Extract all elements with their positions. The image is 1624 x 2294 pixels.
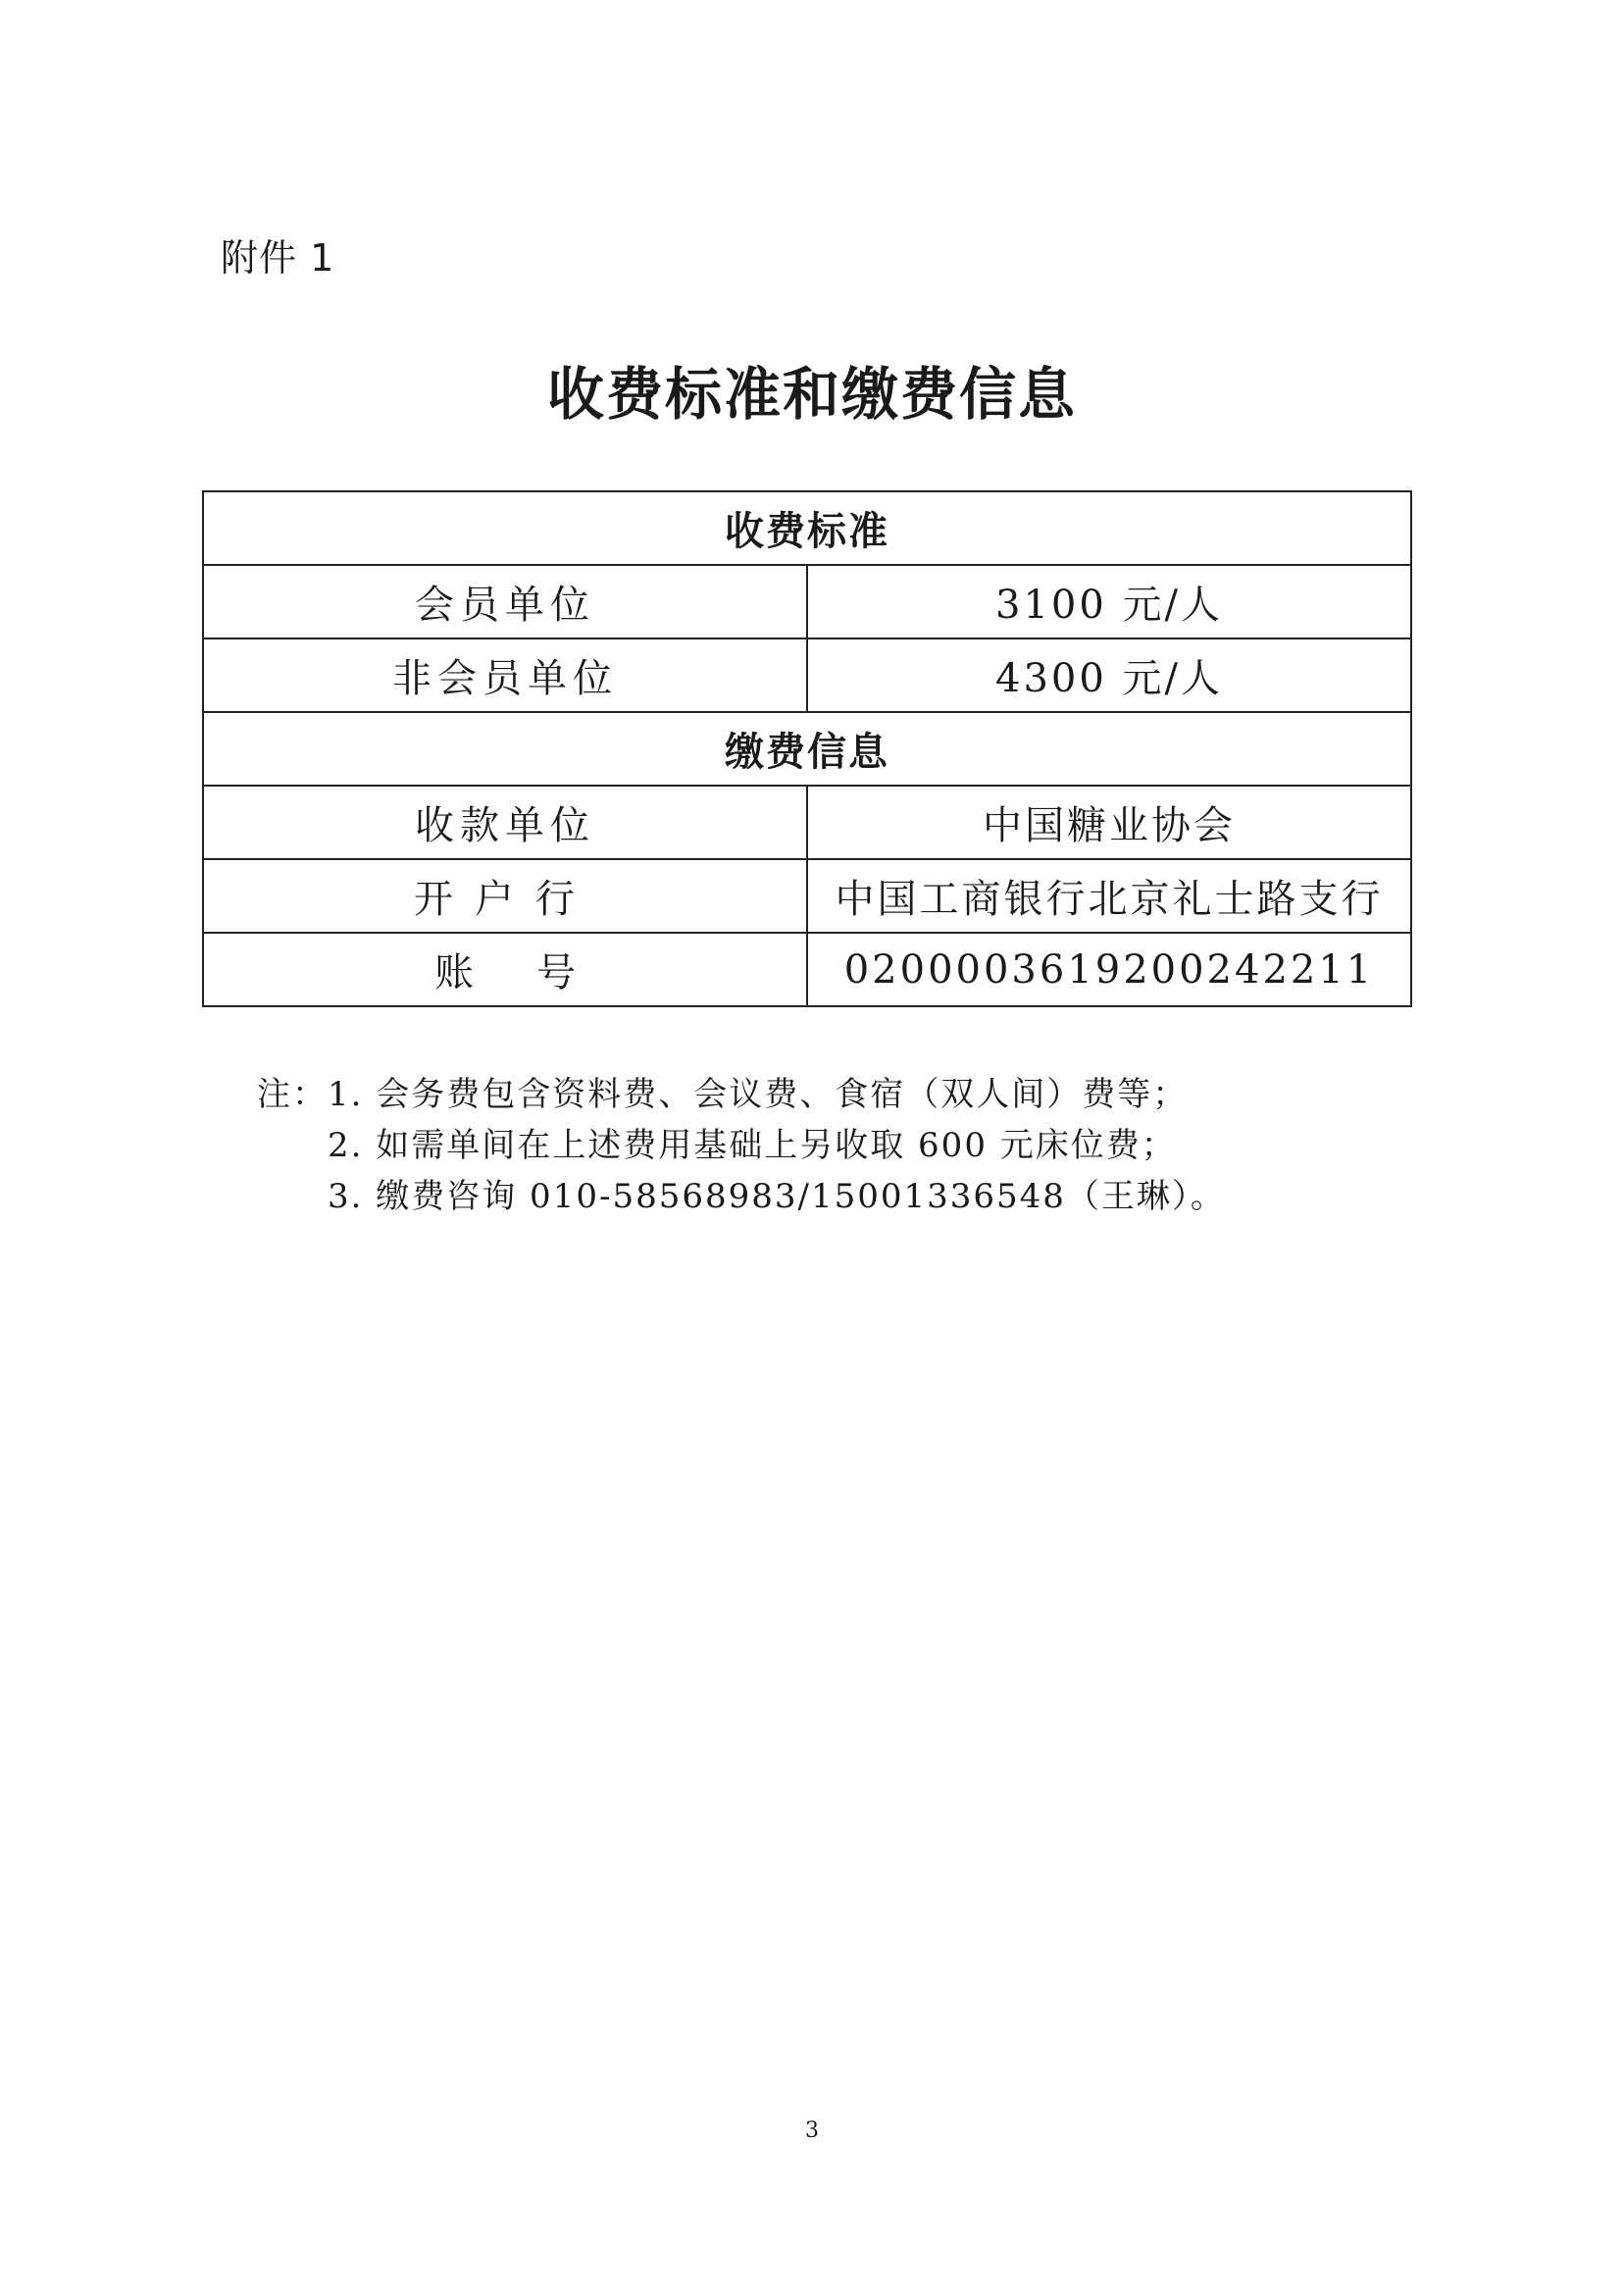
payment-info-heading: 缴费信息 <box>203 712 1411 786</box>
member-unit-label: 会员单位 <box>203 565 807 638</box>
fee-payment-table <box>202 490 1412 1007</box>
bank-label: 开户行 <box>203 859 807 933</box>
member-unit-fee: 3100 元/人 <box>807 565 1411 638</box>
note-item: 3. 缴费咨询 010-58568983/15001336548（王琳）。 <box>328 1177 1226 1216</box>
account-number-label: 账号 <box>203 933 807 1006</box>
note-item <box>257 1069 1226 1120</box>
page-number: 3 <box>805 2118 819 2143</box>
payee-value: 中国糖业协会 <box>807 786 1411 859</box>
table-row <box>203 933 1411 1006</box>
table-row <box>203 565 1411 638</box>
table-row <box>203 859 1411 933</box>
payment-info-heading-row <box>203 712 1411 786</box>
note-item: 2. 如需单间在上述费用基础上另收取 600 元床位费； <box>328 1126 1177 1165</box>
attachment-label: 附件 1 <box>221 236 335 280</box>
note-text: 1. 会务费包含资料费、会议费、食宿（双人间）费等； <box>328 1075 1189 1114</box>
notes-section <box>257 1069 1226 1222</box>
fee-standard-heading-row <box>203 491 1411 565</box>
document-title: 收费标准和缴费信息 <box>546 361 1077 428</box>
table-row <box>203 786 1411 859</box>
table-row <box>203 638 1411 712</box>
fee-standard-heading: 收费标准 <box>203 491 1411 565</box>
bank-value: 中国工商银行北京礼士路支行 <box>807 859 1411 933</box>
notes-prefix: 注： <box>257 1075 328 1114</box>
non-member-unit-label: 非会员单位 <box>203 638 807 712</box>
payee-label: 收款单位 <box>203 786 807 859</box>
account-number-value: 0200003619200242211 <box>807 933 1411 1006</box>
non-member-unit-fee: 4300 元/人 <box>807 638 1411 712</box>
